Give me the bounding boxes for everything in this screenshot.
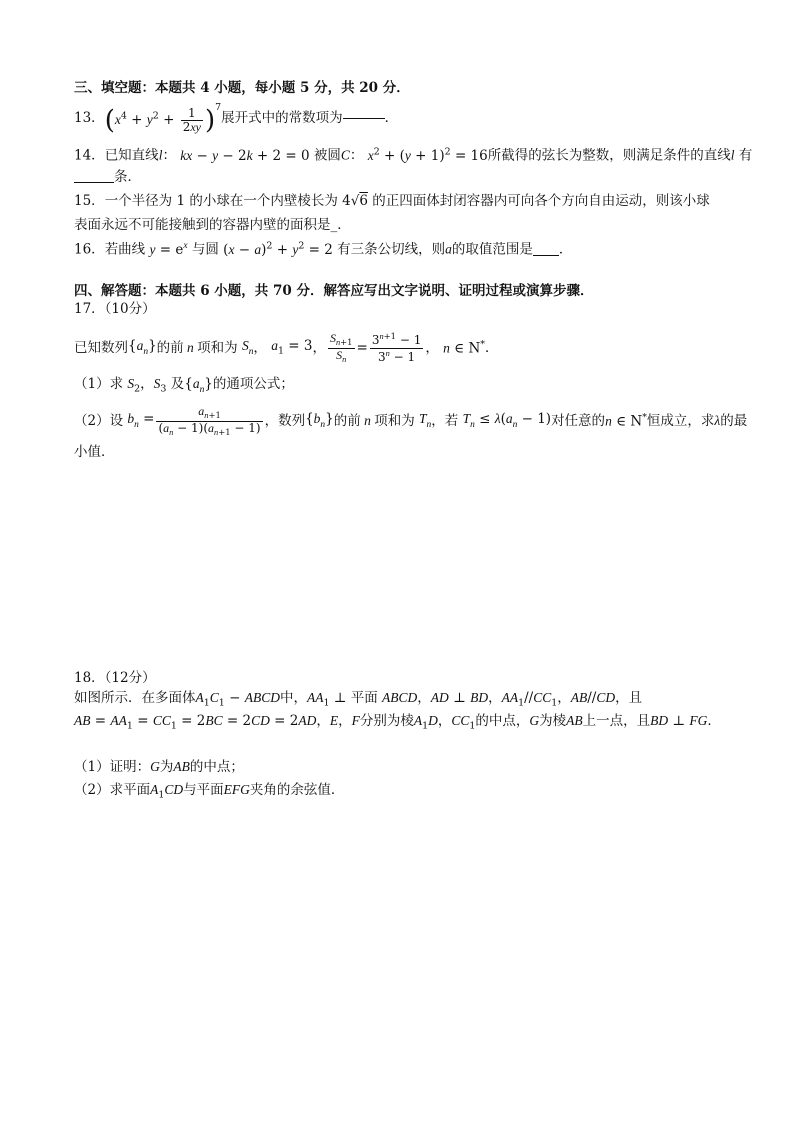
question-18-part-2: （2）求平面$A_1CD$与平面EFG夹角的余弦值． xyxy=(74,782,345,801)
q15-answer-blank[interactable]: _． xyxy=(330,217,351,233)
q14-circle-equation: $x^2 + (y + 1)^2 = 16$ xyxy=(367,146,488,164)
question-13: 13． ($x^4 + y^2$ + $\frac{1}{2xy}$ )$^7$ 展开式中的常数项为 ． xyxy=(74,101,399,136)
question-15: 15．一个半径为 1 的小球在一个内壁棱长为 4√6 的正四面体封闭容器内可向各个方向自由运动，则该小球 xyxy=(74,193,710,209)
q14-line-equation: kx − y − 2k + 2 = 0 xyxy=(180,147,310,164)
question-17-stem: 已知数列 $\{a_n\}$ 的前 n 项和为 $S_n$ ， $a_1 = 3$ ， $\frac{S_{n+1}}{S_n}$ = $\frac{3^{n+1} - 1}{3^n - 1}$ ， n ∈ N* ． xyxy=(74,330,499,364)
question-17-part-1: （1）求 $S_2$，$S_3$ 及$\{a_n\}$的通项公式； xyxy=(74,376,294,395)
question-17-header: 17．（10分） xyxy=(74,301,156,317)
q13-text: 展开式中的常数项为 xyxy=(221,109,343,126)
q16-circle: $(x - a)^2 + y^2 = 2$ xyxy=(223,240,333,258)
q13-number: 13． xyxy=(74,109,105,126)
question-14-cont: 条． xyxy=(74,169,734,185)
section-3-heading: 三、填空题：本题共 4 小题，每小题 5 分，共 20 分． xyxy=(74,80,410,96)
question-17-part-2-cont: 小值． xyxy=(74,444,115,460)
q13-formula: ($x^4 + y^2$ + $\frac{1}{2xy}$ )$^7$ xyxy=(104,101,222,136)
question-14: 14．已知直线l： kx − y − 2k + 2 = 0 被圆C： $x^2 + (y + 1)^2 = 16$所截得的弦长为整数，则满足条件的直线l 有 xyxy=(74,146,753,164)
question-18-header: 18．（12分） xyxy=(74,670,156,686)
q16-answer-blank[interactable] xyxy=(533,255,559,256)
section-4-heading: 四、解答题：本题共 6 小题，共 70 分．解答应写出文字说明、证明过程或演算步骤． xyxy=(74,283,594,299)
question-18-part-1: （1）证明：G为AB的中点； xyxy=(74,759,244,775)
q14-answer-blank[interactable] xyxy=(74,182,114,183)
question-16: 16．若曲线 $y = e^x$ 与圆 $(x - a)^2 + y^2 = 2$ 有三条公切线，则a的取值范围是 ． xyxy=(74,240,573,258)
question-15-cont: 表面永远不可能接触到的容器内壁的面积是_． xyxy=(74,217,351,233)
question-18-stem-1: 如图所示．在多面体$A_1C_1$ − ABCD中，$AA_1$ ⊥ 平面 ABCD，AD ⊥ BD，$AA_1//CC_1$，AB//CD，且 xyxy=(74,690,643,709)
q13-answer-blank[interactable] xyxy=(343,118,385,119)
question-18-stem-2: AB = $AA_1 = CC_1 = 2BC = 2CD = 2AD$，E，F分别为棱$A_1D$，$CC_1$的中点，G为棱AB上一点，且BD ⊥ FG． xyxy=(74,713,721,732)
q15-edge-length: 4√6 xyxy=(342,193,368,209)
question-17-part-2: （2）设 $b_n$ = $\frac{a_{n+1}}{(a_n - 1)(a_{n+1} - 1)}$ ，数列 $\{b_n\}$ 的前 n 项和为 $T_n$ ，若 $T_n \le \lambda(a_n - 1)$ 对任意的 n ∈ N* 恒成立，求 λ 的最 xyxy=(74,403,748,437)
q16-curve: $y = e^x$ xyxy=(149,241,188,258)
